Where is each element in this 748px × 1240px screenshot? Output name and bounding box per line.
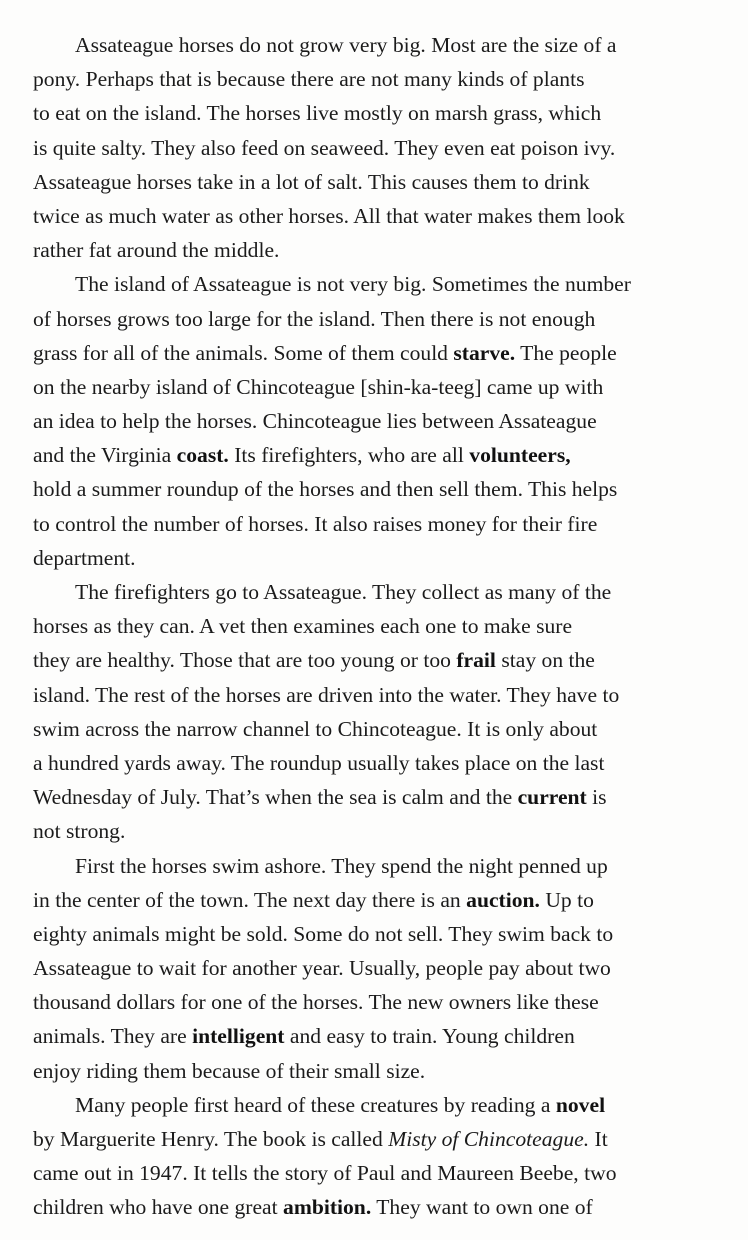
text-line: [0, 438, 748, 472]
text-segment: not strong.: [33, 819, 126, 844]
text-segment: rather fat around the middle.: [33, 238, 280, 263]
book-title: Misty of Chincoteague.: [388, 1127, 590, 1151]
text-segment: children who have one great: [33, 1195, 284, 1220]
text-segment: horses as they can. A vet then examines each one to make sure: [33, 614, 573, 639]
text-line: [0, 541, 748, 575]
text-line: [0, 96, 748, 130]
text-line: [0, 1156, 748, 1190]
text-line: [0, 678, 748, 712]
vocabulary-word: frail: [456, 648, 496, 673]
text-segment: an idea to help the horses. Chincoteague lies between Assateague: [33, 409, 597, 434]
text-segment: Up to: [539, 887, 594, 912]
text-line: [0, 1190, 748, 1224]
text-line: [0, 712, 748, 746]
text-line: [0, 814, 748, 848]
text-segment: department.: [33, 545, 136, 570]
text-segment: a hundred yards away. The roundup usually takes place on the last: [33, 750, 605, 775]
text-segment: is quite salty. They also feed on seaweed. They even eat poison ivy.: [33, 135, 616, 160]
text-line: [0, 370, 748, 404]
text-segment: The firefighters go to Assateague. They collect as many of the: [75, 580, 612, 604]
text-line: [0, 131, 748, 165]
text-segment: thousand dollars for one of the horses. The new owners like these: [33, 990, 599, 1015]
text-line: [0, 746, 748, 780]
vocabulary-word: current: [517, 785, 587, 810]
text-segment: Assateague horses do not grow very big. Most are the size of a: [75, 33, 617, 57]
text-segment: animals. They are: [33, 1024, 193, 1049]
vocabulary-word: starve.: [453, 340, 516, 365]
text-segment: they are healthy. Those that are too young or too: [33, 648, 457, 673]
vocabulary-word: auction.: [466, 887, 540, 912]
vocabulary-word: intelligent: [192, 1024, 285, 1049]
text-line: [0, 404, 748, 438]
text-line: [0, 336, 748, 370]
text-line: [0, 267, 748, 301]
text-segment: swim across the narrow channel to Chincoteague. It is only about: [33, 716, 598, 741]
text-segment: First the horses swim ashore. They spend the night penned up: [75, 853, 608, 878]
text-line: [0, 643, 748, 677]
text-line: [0, 780, 748, 814]
text-line: [0, 609, 748, 643]
vocabulary-word: novel: [555, 1092, 606, 1117]
text-line: [0, 1088, 748, 1122]
text-segment: Wednesday of July. That’s when the sea is calm and the: [33, 785, 518, 810]
paragraph: [0, 575, 748, 849]
text-segment: came out in 1947. It tells the story of Paul and Maureen Beebe, two: [33, 1161, 617, 1186]
text-segment: Assateague to wait for another year. Usually, people pay about two: [33, 956, 611, 981]
text-segment: The people: [515, 340, 617, 365]
text-segment: and easy to train. Young children: [284, 1024, 575, 1049]
vocabulary-word: volunteers,: [469, 443, 571, 468]
text-line: [0, 985, 748, 1019]
text-segment: island. The rest of the horses are driven into the water. They have to: [33, 682, 620, 707]
text-segment: Assateague horses take in a lot of salt. This causes them to drink: [33, 169, 590, 194]
text-line: [0, 951, 748, 985]
text-segment: hold a summer roundup of the horses and then sell them. This helps: [33, 477, 618, 502]
text-line: [0, 1019, 748, 1053]
text-line: [0, 233, 748, 267]
text-line: [0, 883, 748, 917]
document-page: [0, 28, 748, 1225]
text-segment: enjoy riding them because of their small size.: [33, 1058, 426, 1083]
text-segment: eighty animals might be sold. Some do not sell. They swim back to: [33, 921, 614, 946]
text-line: [0, 507, 748, 541]
text-segment: twice as much water as other horses. All that water makes them look: [33, 203, 625, 228]
text-segment: and the Virginia: [33, 443, 177, 468]
text-segment: They want to own one of: [371, 1195, 593, 1220]
paragraph: [0, 1088, 748, 1225]
text-segment: The island of Assateague is not very big. Sometimes the number: [75, 272, 631, 297]
paragraph: [0, 28, 748, 267]
text-segment: in the center of the town. The next day there is an: [33, 887, 467, 912]
text-segment: of horses grows too large for the island. Then there is not enough: [33, 306, 596, 331]
text-segment: is: [586, 785, 607, 810]
text-segment: grass for all of the animals. Some of them could: [33, 340, 454, 365]
text-line: [0, 575, 748, 609]
text-line: [0, 302, 748, 336]
text-segment: Its firefighters, who are all: [228, 443, 470, 468]
text-segment: on the nearby island of Chincoteague [shin-ka-teeg] came up with: [33, 374, 604, 399]
text-line: [0, 28, 748, 62]
text-line: [0, 62, 748, 96]
paragraph: [0, 267, 748, 575]
text-line: [0, 1054, 748, 1088]
text-segment: pony. Perhaps that is because there are not many kinds of plants: [33, 67, 585, 92]
text-line: [0, 917, 748, 951]
vocabulary-word: ambition.: [283, 1195, 372, 1220]
vocabulary-word: coast.: [176, 443, 229, 468]
text-segment: Many people first heard of these creatures by reading a: [75, 1092, 556, 1117]
text-line: [0, 472, 748, 506]
text-segment: to control the number of horses. It also raises money for their fire: [33, 511, 598, 536]
text-line: [0, 165, 748, 199]
text-segment: by Marguerite Henry. The book is called: [33, 1127, 389, 1151]
paragraph: [0, 849, 748, 1088]
text-line: [0, 849, 748, 883]
text-segment: It: [589, 1127, 608, 1151]
text-line: [0, 1122, 748, 1156]
text-segment: stay on the: [495, 648, 595, 673]
text-segment: to eat on the island. The horses live mostly on marsh grass, which: [33, 101, 602, 126]
text-line: [0, 199, 748, 233]
